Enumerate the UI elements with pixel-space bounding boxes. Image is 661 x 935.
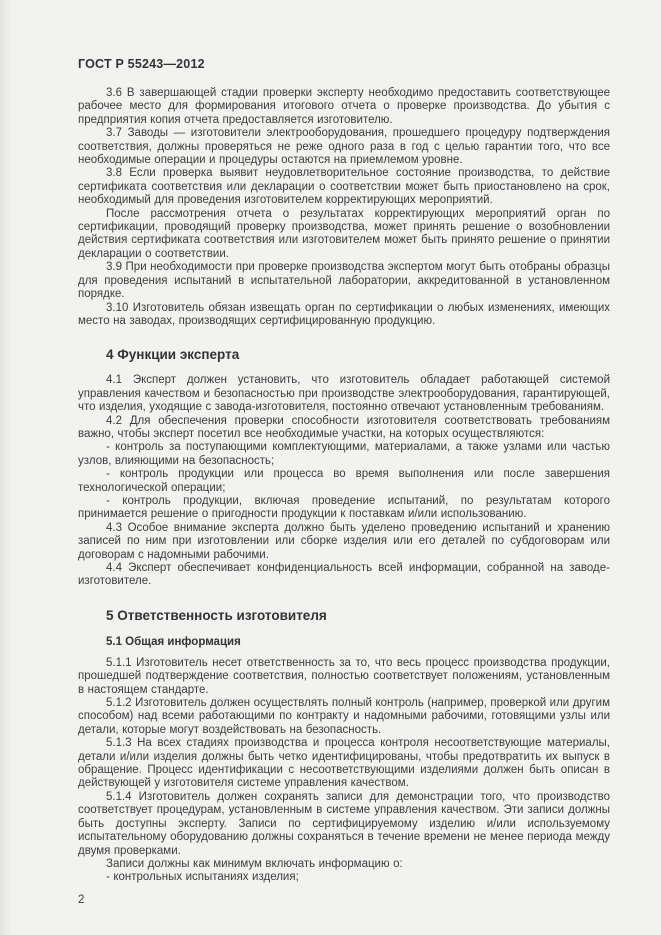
paragraph-5-1-3: 5.1.3 На всех стадиях производства и процесса контроля несоответствующие материалы, детали и/или изделия должны быть четко идентифицированы, чтобы предотвратить их выпуск в обращение. Процесс идентификации с несоответствующими изделиями должен быть описан в действующей у изготовителя системе управления качеством. <box>78 737 610 790</box>
paragraph-5-1-4: 5.1.4 Изготовитель должен сохранять записи для демонстрации того, что производство соответствует процедурам, установленным в системе управления качеством. Эти записи должны быть доступны эксперту. Записи по сертифицируемому изделию и/или используемому испытательному оборудованию должны сохраняться в течение времени не менее периода между двумя проверками. <box>78 790 610 857</box>
list-item-product-control: - контроль продукции, включая проведение испытаний, по результатам которого принимается решение о пригодности продукции к поставкам и/или использованию. <box>78 494 610 521</box>
document-content <box>78 57 610 906</box>
paragraph-3-8: 3.8 Если проверка выявит неудовлетворительное состояние производства, то действие сертификата соответствия или декларации о соответствии может быть приостановлено на срок, необходимый для проведения изготовителем корректирующих мероприятий. <box>78 167 610 207</box>
paragraph-4-4: 4.4 Эксперт обеспечивает конфиденциальность всей информации, собранной на заводе-изготовителе. <box>78 562 610 588</box>
list-item-process-control: - контроль продукции или процесса во время выполнения или после завершения технологической операции; <box>78 468 610 494</box>
paragraph-3-8-continuation: После рассмотрения отчета о результатах корректирующих мероприятий орган по сертификации, проводящий проверку производства, может принять решение о возобновлении действия сертификата соответствия или изготовителем может быть принято решение о принятии декларации о соответствии. <box>78 207 610 260</box>
paragraph-3-10: 3.10 Изготовитель обязан извещать орган по сертификации о любых изменениях, имеющих место на заводах, производящих сертифицированную продукцию. <box>78 301 610 327</box>
section-5-heading: 5 Ответственность изготовителя <box>106 607 327 623</box>
paragraph-3-6: 3.6 В завершающей стадии проверки эксперту необходимо предоставить соответствующее рабочее место для формирования итогового отчета о проверке производства. До убытия с предприятия копия отчета предоставляется изготовителю. <box>78 87 610 126</box>
paragraph-4-2: 4.2 Для обеспечения проверки способности изготовителя соответствовать требованиям важно, чтобы эксперт посетил все необходимые участки, на которых осуществляются: <box>78 414 610 440</box>
section-4-heading: 4 Функции эксперта <box>106 347 240 363</box>
page-number: 2 <box>78 893 85 906</box>
list-item-incoming-control: - контроль за поступающими комплектующими, материалами, а также узлами или частью узлов, влияющими на безопасность; <box>78 441 610 467</box>
list-item-control-tests: - контрольных испытаниях изделия; <box>106 871 299 884</box>
paragraph-4-3: 4.3 Особое внимание эксперта должно быть уделено проведению испытаний и хранению записей по ним при изготовлении или сборке изделия или его деталей по субдоговорам или договорам с надомными рабочими. <box>78 521 610 561</box>
paragraph-5-1-2: 5.1.2 Изготовитель должен осуществлять полный контроль (например, проверкой или другим способом) над всеми работающими по контракту и надомными рабочими, готовящими узлы или детали, которые могут воздействовать на безопасность. <box>78 697 610 736</box>
standard-number-header: ГОСТ Р 55243—2012 <box>78 57 205 71</box>
paragraph-3-7: 3.7 Заводы — изготовители электрооборудования, прошедшего процедуру подтверждения соответствия, должны проверяться не реже одного раза в год с целью гарантии того, что все необходимые операции и процедуры остаются на приемлемом уровне. <box>78 127 610 167</box>
section-5-1-subheading: 5.1 Общая информация <box>106 635 241 648</box>
paragraph-3-9: 3.9 При необходимости при проверке производства экспертом могут быть отобраны образцы для проведения испытаний в испытательной лаборатории, аккредитованной в установленном порядке. <box>78 261 610 301</box>
paragraph-records-intro: Записи должны как минимум включать информацию о: <box>106 857 403 870</box>
paragraph-4-1: 4.1 Эксперт должен установить, что изготовитель обладает работающей системой управления качеством и безопасностью при производстве электрооборудования, гарантирующей, что изделия, уходящие с завода-изготовителя, постоянно отвечают установленным требованиям. <box>78 374 610 414</box>
paragraph-5-1-1: 5.1.1 Изготовитель несет ответственность за то, что весь процесс производства продукции, прошедшей подтверждение соответствия, полностью соответствует положениям, установленным в настоящем стандарте. <box>78 656 610 696</box>
